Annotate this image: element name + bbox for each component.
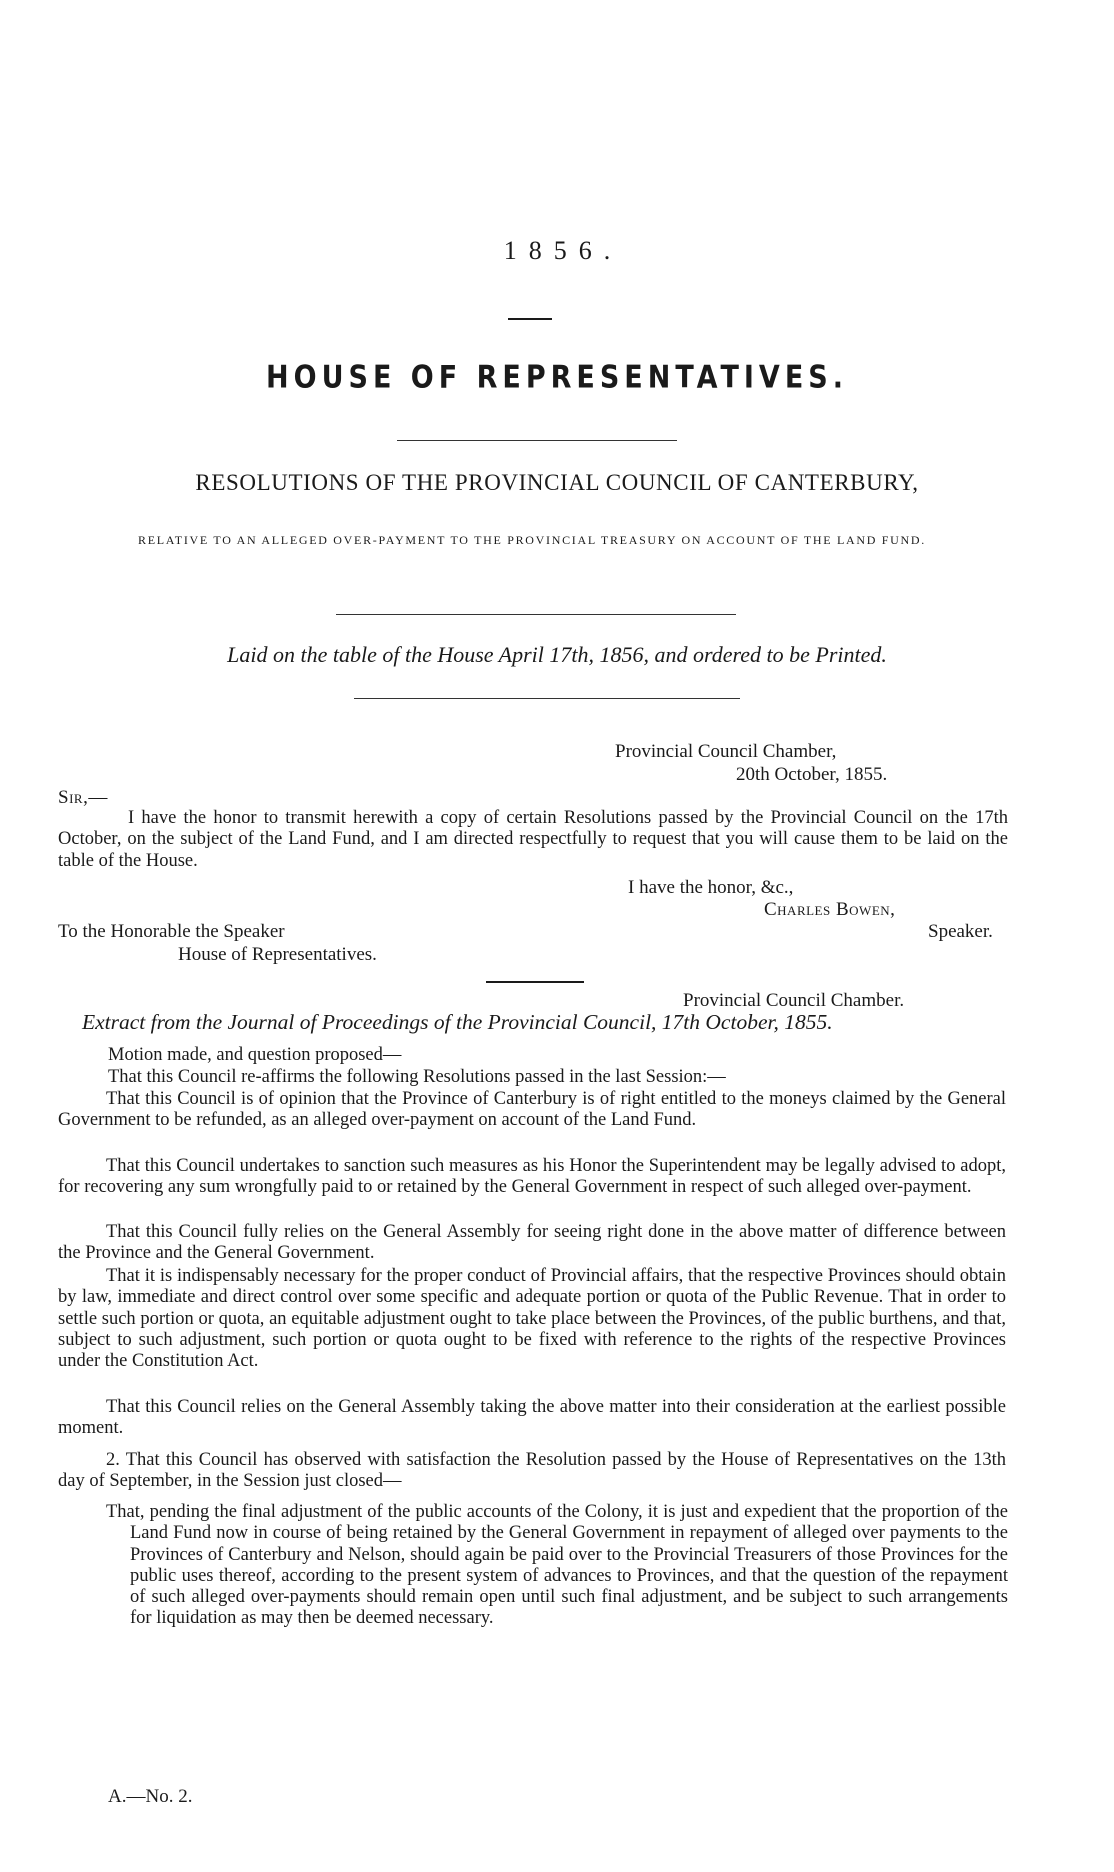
subject-line: RELATIVE TO AN ALLEGED OVER-PAYMENT TO THE PROVINCIAL TREASURY ON ACCOUNT OF THE LAND FUND. [138,533,926,547]
rule-after-laid [354,698,740,699]
letter-signature: Charles Bowen, [764,899,896,920]
letter-closing: I have the honor, &c., [628,877,794,898]
rule-after-letter [486,981,584,983]
footer-number: A.—No. 2. [108,1786,193,1807]
resolution-paragraph-3: That this Council fully relies on the General Assembly for seeing right done in the above matter of difference between the Province and the General Government. [58,1222,1006,1264]
resolution-paragraph-1: That this Council is of opinion that the Province of Canterbury is of right entitled to the moneys claimed by the General Government to be refunded, as an alleged over-payment on account of the Land Fund. [58,1089,1006,1131]
reaffirms-line: That this Council re-affirms the following Resolutions passed in the last Session:— [108,1067,726,1087]
letter-addressee-line2: House of Representatives. [178,944,377,965]
letter-date: 20th October, 1855. [736,764,888,785]
rule-after-subject [336,614,736,615]
letter-body: I have the honor to transmit herewith a copy of certain Resolutions passed by the Provincial Council on the 17th October, on the subject of the Land Fund, and I am directed respectfully to request that you will cause them to be laid on the table of the House. [58,808,1008,871]
letter-salutation: Sir,— [58,787,108,808]
laid-on-table-note: Laid on the table of the House April 17th, 1856, and ordered to be Printed. [227,642,887,667]
short-dash [508,318,552,320]
rule-after-house [397,440,677,441]
house-resolution-quote: That, pending the final adjustment of the public accounts of the Colony, it is just and expedient that the proportion of the Land Fund now in course of being retained by the General Government in repayment of alleged over payments to the Provinces of Canterbury and Nelson, should again be paid over to the Provincial Treasurers of those Provinces for the public uses thereof, according to the present system of advances to Provinces, and that the question of the repayment of such alleged over-payments should remain open until such final adjustment, and be subject to such arrangements for liquidation as may then be deemed necessary. [106,1502,1008,1629]
letter-place: Provincial Council Chamber, [615,741,837,762]
extract-place: Provincial Council Chamber. [683,990,905,1011]
resolution-paragraph-6: 2. That this Council has observed with satisfaction the Resolution passed by the House of Representatives on the 13th day of September, in the Session just closed— [58,1450,1006,1492]
resolution-paragraph-5: That this Council relies on the General Assembly taking the above matter into their consideration at the earliest possible moment. [58,1397,1006,1439]
resolution-paragraph-2: That this Council undertakes to sanction such measures as his Honor the Superintendent may be legally advised to adopt, for recovering any sum wrongfully paid to or retained by the General Government in respect of such alleged over-payment. [58,1156,1006,1198]
extract-heading: Extract from the Journal of Proceedings of the Provincial Council, 17th October, 1855. [82,1010,833,1034]
house-heading: HOUSE OF REPRESENTATIVES. [266,359,848,396]
document-year: 1856. [503,236,623,265]
motion-line: Motion made, and question proposed— [108,1045,402,1065]
letter-signer-title: Speaker. [928,921,993,942]
letter-addressee-line1: To the Honorable the Speaker [58,921,285,942]
resolutions-title: RESOLUTIONS OF THE PROVINCIAL COUNCIL OF CANTERBURY, [195,470,919,495]
resolution-paragraph-4: That it is indispensably necessary for the proper conduct of Provincial affairs, that the respective Provinces should obtain by law, immediate and direct control over some specific and adequate portion or quota of the Public Revenue. That in order to settle such portion or quota, an equitable adjustment ought to take place between the Provinces, of the public burthens, and that, subject to such adjustment, such portion or quota ought to be fixed with reference to the rights of the respective Provinces under the Constitution Act. [58,1266,1006,1372]
